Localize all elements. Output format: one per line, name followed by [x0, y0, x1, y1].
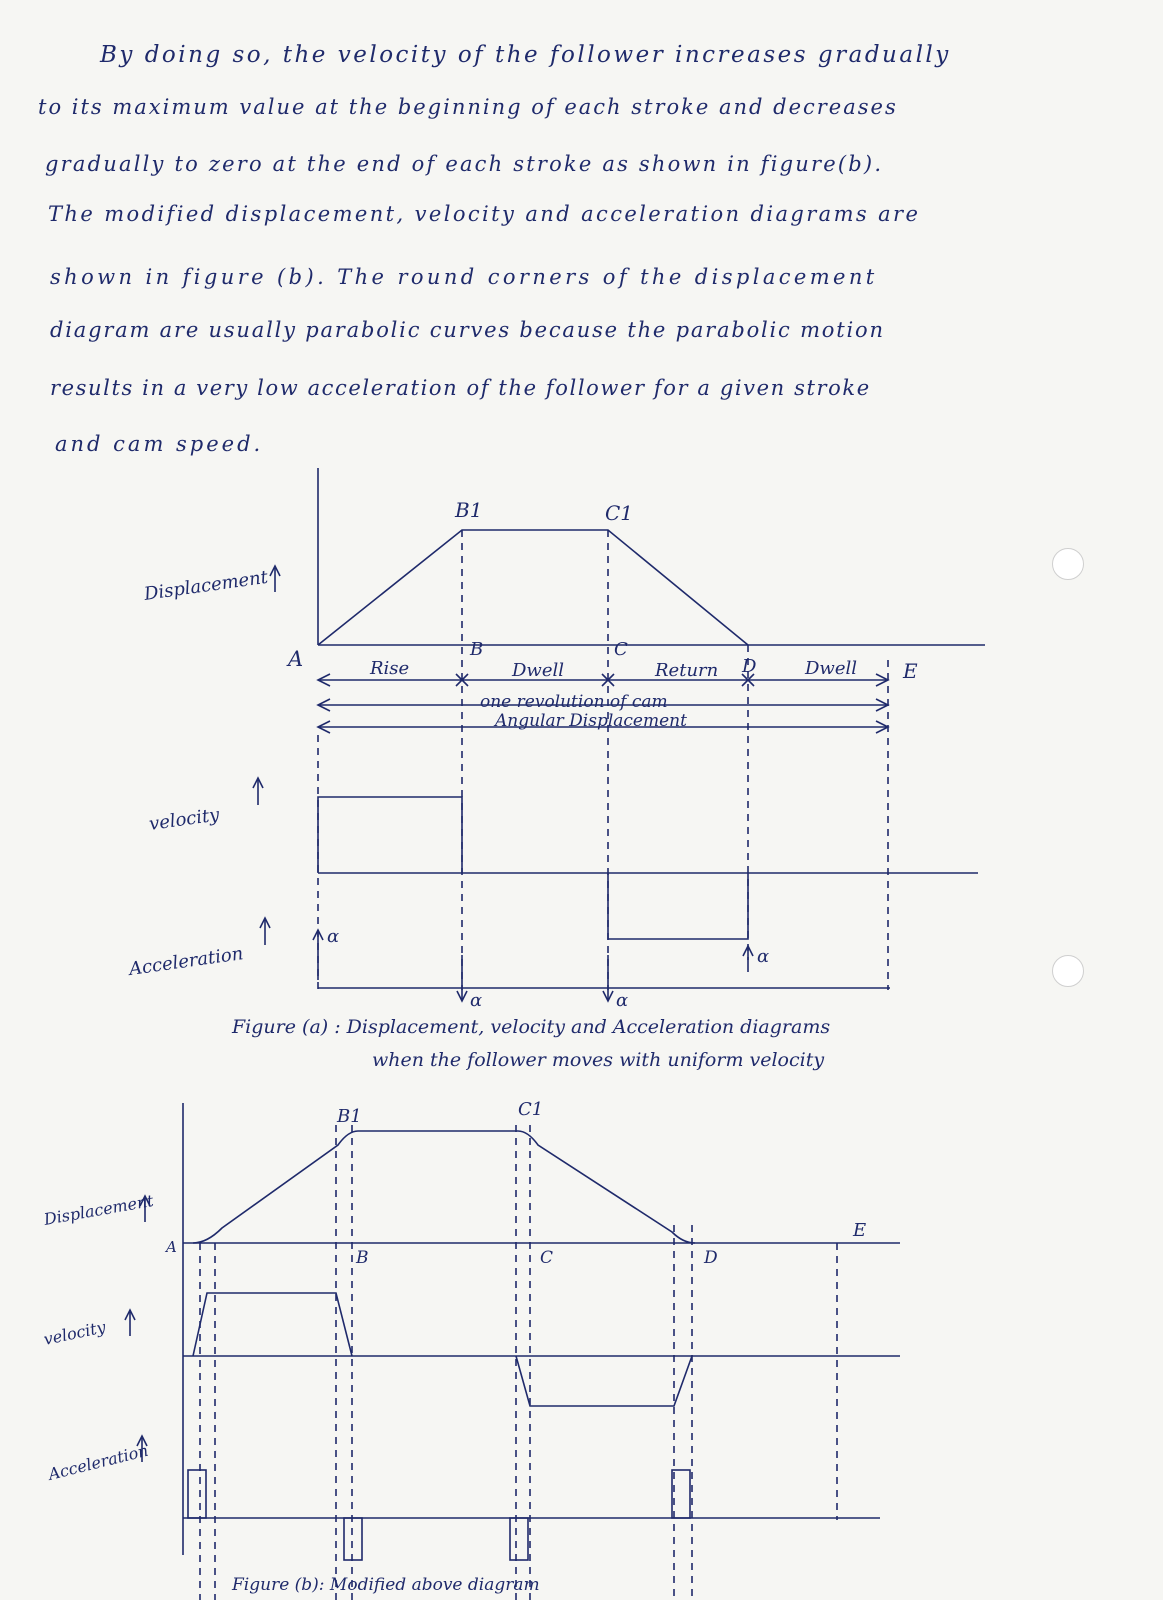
paragraph-line: gradually to zero at the end of each stroke as shown in figure(b).: [45, 152, 884, 176]
fig-a-alpha: α: [616, 990, 629, 1011]
fig-a-point-b: B: [470, 639, 484, 660]
fig-a-segment-return: Return: [655, 660, 719, 681]
fig-b-point-e: E: [853, 1220, 867, 1241]
figure-b: [125, 1103, 900, 1600]
fig-b-acceleration-label: Acceleration: [46, 1440, 151, 1484]
fig-a-acceleration-label: Acceleration: [127, 943, 245, 980]
paragraph-line: results in a very low acceleration of the follower for a given stroke: [50, 376, 871, 400]
fig-b-point-d: D: [704, 1248, 718, 1268]
fig-a-velocity-label: velocity: [147, 804, 221, 835]
acceleration-pulse: [188, 1470, 206, 1518]
fig-a-segment-dwell-2: Dwell: [805, 658, 858, 679]
fig-a-alpha: α: [470, 990, 483, 1011]
fig-a-point-d: D: [742, 656, 757, 677]
fig-a-caption-line1: Figure (a) : Displacement, velocity and Acceleration diagrams: [232, 1016, 831, 1038]
fig-a-alpha: α: [757, 946, 770, 967]
paragraph-line: diagram are usually parabolic curves because the parabolic motion: [50, 318, 885, 342]
paragraph-line: and cam speed.: [55, 432, 264, 456]
figure-a: [253, 468, 985, 1001]
fig-b-displacement-label: Displacement: [42, 1190, 155, 1229]
velocity-rise-curve: [193, 1293, 352, 1356]
fig-a-point-c1: C1: [605, 501, 634, 525]
fig-a-revolution-label: one revolution of cam: [480, 692, 668, 712]
fig-a-alpha: α: [327, 926, 340, 947]
acceleration-pulse: [510, 1518, 528, 1560]
acceleration-pulse: [344, 1518, 362, 1560]
displacement-curve: [318, 530, 748, 645]
fig-b-point-b1: B1: [337, 1106, 362, 1127]
paragraph-line: By doing so, the velocity of the follower increases gradually: [100, 42, 951, 68]
fig-a-point-a: A: [288, 647, 304, 671]
paragraph-line: The modified displacement, velocity and acceleration diagrams are: [48, 202, 921, 226]
fig-b-velocity-label: velocity: [41, 1317, 108, 1349]
fig-a-caption-line2: when the follower moves with uniform velocity: [372, 1049, 825, 1071]
fig-b-point-c: C: [540, 1248, 554, 1268]
fig-a-angular-label: Angular Displacement: [495, 711, 687, 731]
fig-a-segment-dwell: Dwell: [512, 660, 565, 681]
velocity-rise-block: [318, 797, 462, 873]
paragraph-line: to its maximum value at the beginning of each stroke and decreases: [38, 95, 898, 119]
fig-b-point-b: B: [356, 1248, 369, 1268]
fig-b-point-c1: C1: [518, 1099, 544, 1120]
fig-a-point-c: C: [614, 639, 628, 660]
fig-a-segment-rise: Rise: [370, 658, 410, 679]
fig-b-point-a: A: [166, 1238, 177, 1256]
fig-b-caption: Figure (b): Modified above diagram: [232, 1575, 540, 1595]
velocity-return-block: [608, 873, 748, 939]
velocity-return-curve: [516, 1356, 692, 1406]
fig-a-displacement-label: Displacement: [142, 566, 270, 605]
displacement-curve: [193, 1131, 695, 1243]
paragraph-line: shown in figure (b). The round corners of the displacement: [50, 265, 878, 289]
fig-a-point-e: E: [903, 659, 918, 683]
fig-a-point-b1: B1: [455, 498, 483, 522]
